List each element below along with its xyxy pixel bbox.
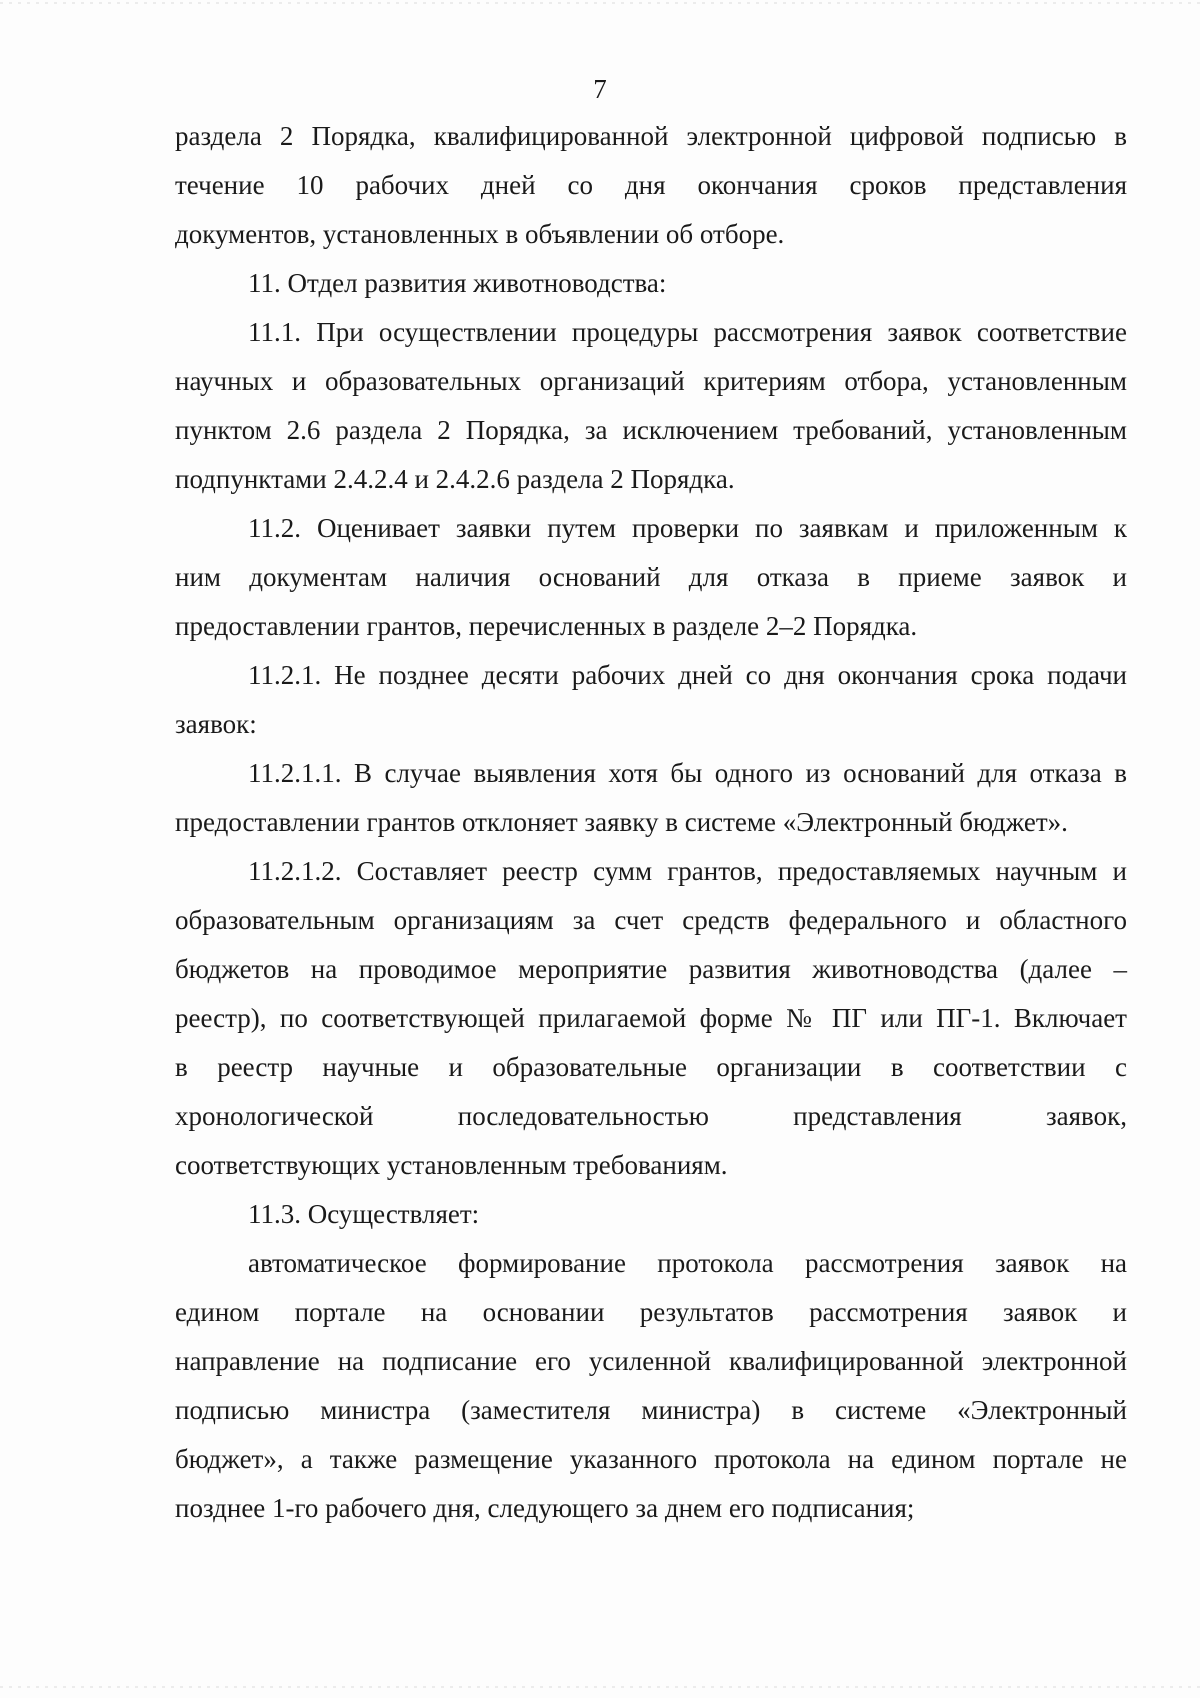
document-body [175, 112, 1127, 1533]
text-line: ним документам наличия оснований для отказа в приеме заявок и [175, 562, 1127, 592]
text-line: 11.2.1. Не позднее десяти рабочих дней со дня окончания срока подачи [248, 660, 1127, 690]
text-line: 11.2. Оценивает заявки путем проверки по заявкам и приложенным к [248, 513, 1127, 543]
text-line: позднее 1-го рабочего дня, следующего за днем его подписания; [175, 1493, 915, 1523]
text-line: предоставлении грантов, перечисленных в разделе 2–2 Порядка. [175, 611, 918, 641]
text-line: 11.3. Осуществляет: [248, 1199, 480, 1229]
text-line: течение 10 рабочих дней со дня окончания сроков представления [175, 170, 1127, 200]
text-line: едином портале на основании результатов рассмотрения заявок и [175, 1297, 1127, 1327]
text-line: автоматическое формирование протокола рассмотрения заявок на [248, 1248, 1127, 1278]
text-line: документов, установленных в объявлении об отборе. [175, 219, 785, 249]
text-line: предоставлении грантов отклоняет заявку в системе «Электронный бюджет». [175, 807, 1068, 837]
text-line: бюджетов на проводимое мероприятие развития животноводства (далее – [175, 954, 1127, 984]
text-line: 11. Отдел развития животноводства: [248, 268, 667, 298]
text-line: направление на подписание его усиленной квалифицированной электронной [175, 1346, 1127, 1376]
text-line: бюджет», а также размещение указанного протокола на едином портале не [175, 1444, 1127, 1474]
text-line: подпунктами 2.4.2.4 и 2.4.2.6 раздела 2 Порядка. [175, 464, 735, 494]
text-line: 11.2.1.2. Составляет реестр сумм грантов, предоставляемых научным и [248, 856, 1127, 886]
scan-edge-top [0, 2, 1200, 4]
text-line: реестр), по соответствующей прилагаемой форме № ПГ или ПГ-1. Включает [175, 1003, 1127, 1033]
text-line: соответствующих установленным требованиям. [175, 1150, 728, 1180]
text-line: 11.1. При осуществлении процедуры рассмотрения заявок соответствие [248, 317, 1127, 347]
text-line: научных и образовательных организаций критериям отбора, установленным [175, 366, 1127, 396]
text-line: пунктом 2.6 раздела 2 Порядка, за исключением требований, установленным [175, 415, 1127, 445]
scan-edge-bottom [0, 1686, 1200, 1688]
text-line: 11.2.1.1. В случае выявления хотя бы одного из оснований для отказа в [248, 758, 1127, 788]
text-line: заявок: [175, 709, 257, 739]
text-line: в реестр научные и образовательные организации в соответствии с [175, 1052, 1127, 1082]
text-line: раздела 2 Порядка, квалифицированной электронной цифровой подписью в [175, 121, 1127, 151]
text-line: хронологической последовательностью представления заявок, [175, 1101, 1127, 1131]
text-line: подписью министра (заместителя министра) в системе «Электронный [175, 1395, 1127, 1425]
page-number: 7 [593, 74, 607, 104]
text-line: образовательным организациям за счет средств федерального и областного [175, 905, 1127, 935]
